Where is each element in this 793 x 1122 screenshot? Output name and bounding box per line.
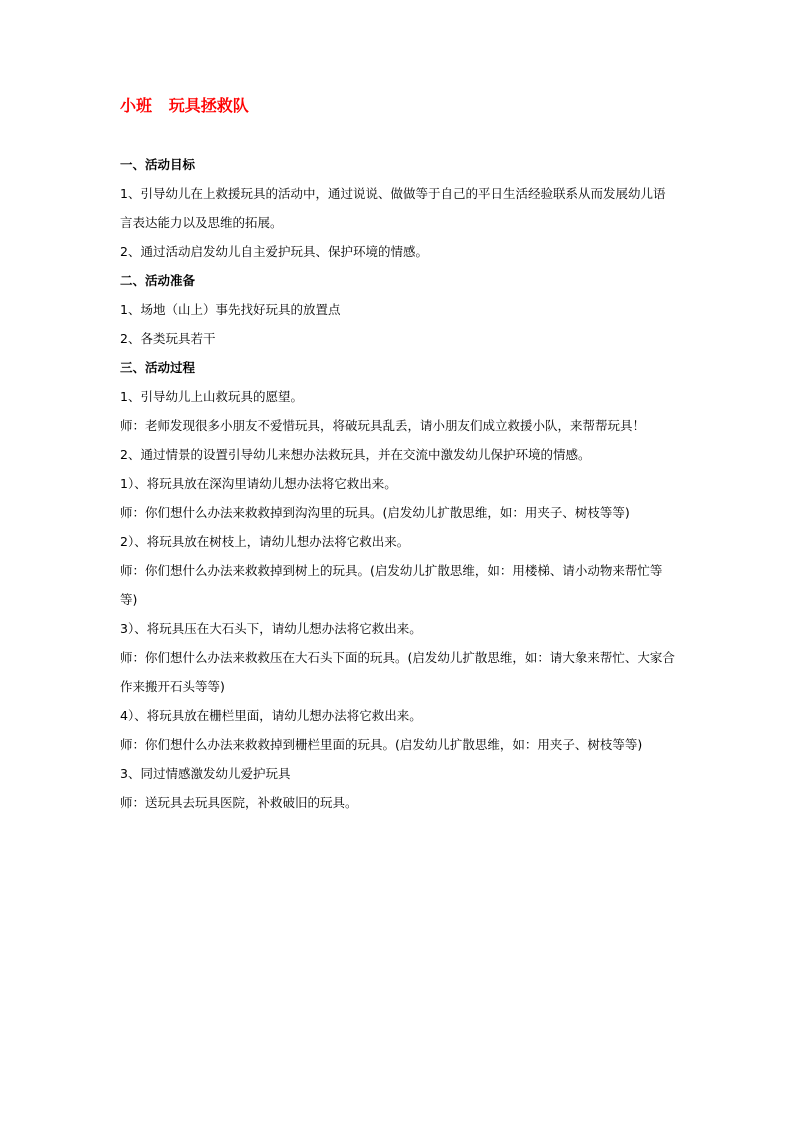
paragraph: 师：你们想什么办法来救救掉到沟沟里的玩具。(启发幼儿扩散思维，如：用夹子、树枝等等) [120,505,630,520]
paragraph: 师：你们想什么办法来救救掉到栅栏里面的玩具。(启发幼儿扩散思维，如：用夹子、树枝等等) [120,737,643,752]
paragraph: 师：送玩具去玩具医院，补救破旧的玩具。 [120,795,358,810]
paragraph: 2）、将玩具放在树枝上，请幼儿想办法将它救出来。 [120,534,410,549]
paragraph: 师：老师发现很多小朋友不爱惜玩具，将破玩具乱丢，请小朋友们成立救援小队，来帮帮玩具！ [120,418,646,433]
paragraph: 2、通过活动启发幼儿自主爱护玩具、保护环境的情感。 [120,244,428,259]
paragraph: 2、各类玩具若干 [120,331,216,346]
paragraph: 师：你们想什么办法来救救压在大石头下面的玩具。(启发幼儿扩散思维，如：请大象来帮忙、大家合作来搬开石头等等) [120,650,675,694]
section-heading-prep: 二、活动准备 [120,273,196,288]
paragraph: 1、场地（山上）事先找好玩具的放置点 [120,302,341,317]
paragraph: 2、通过情景的设置引导幼儿来想办法救玩具，并在交流中激发幼儿保护环境的情感。 [120,447,591,462]
document-title: 小班 玩具拯救队 [120,96,249,115]
paragraph: 1）、将玩具放在深沟里请幼儿想办法将它救出来。 [120,476,397,491]
paragraph: 1、引导幼儿上山救玩具的愿望。 [120,389,303,404]
document-body [120,150,676,817]
paragraph: 4）、将玩具放在栅栏里面，请幼儿想办法将它救出来。 [120,708,422,723]
paragraph: 1、引导幼儿在上救援玩具的活动中，通过说说、做做等于自己的平日生活经验联系从而发展幼儿语言表达能力以及思维的拓展。 [120,186,666,230]
paragraph: 师：你们想什么办法来救救掉到树上的玩具。(启发幼儿扩散思维，如：用楼梯、请小动物来帮忙等等) [120,563,663,607]
paragraph: 3、同过情感激发幼儿爱护玩具 [120,766,291,781]
section-heading-goal: 一、活动目标 [120,157,196,172]
section-heading-process: 三、活动过程 [120,360,196,375]
paragraph: 3）、将玩具压在大石头下，请幼儿想办法将它救出来。 [120,621,422,636]
